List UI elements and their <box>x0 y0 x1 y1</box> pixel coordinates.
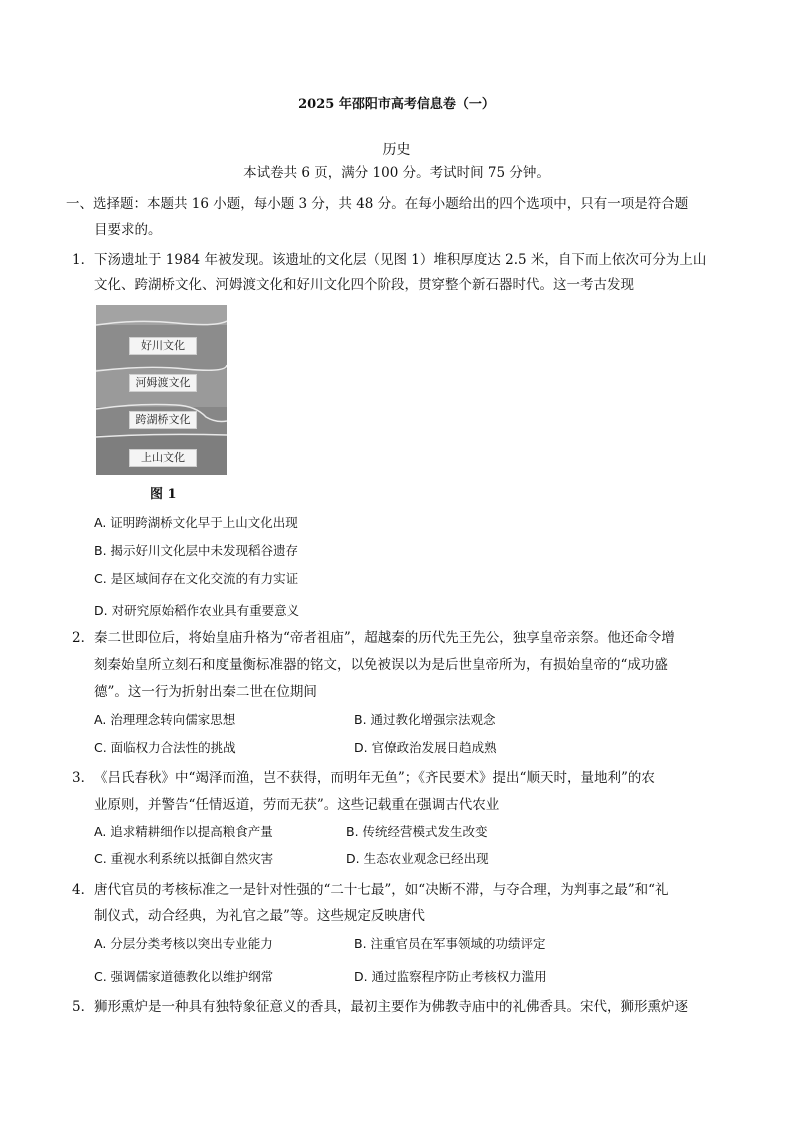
question-5-line1: 狮形熏炉是一种具有独特象征意义的香具，最初主要作为佛教寺庙中的礼佛香具。宋代，狮形熏炉逐 <box>94 999 688 1015</box>
question-1-option-b: B. 揭示好川文化层中未发现稻谷遗存 <box>94 543 299 558</box>
question-3-option-c: C. 重视水利系统以抵御自然灾害 <box>94 851 274 866</box>
question-4-option-b: B. 注重官员在军事领域的功绩评定 <box>354 936 546 951</box>
exam-title: 2025 年邵阳市高考信息卷（一） <box>298 97 495 112</box>
question-3-option-a: A. 追求精耕细作以提高粮食产量 <box>94 824 273 839</box>
question-1-option-c: C. 是区域间存在文化交流的有力实证 <box>94 571 299 586</box>
subject-title: 历史 <box>382 142 411 158</box>
question-2-option-d: D. 官僚政治发展日趋成熟 <box>354 740 497 755</box>
strata-label-kuahuqiao: 跨湖桥文化 <box>129 411 197 429</box>
question-1-line2: 文化、跨湖桥文化、河姆渡文化和好川文化四个阶段，贯穿整个新石器时代。这一考古发现 <box>94 277 634 293</box>
question-3-line1: 《吕氏春秋》中“竭泽而渔，岂不获得，而明年无鱼”；《齐民要术》提出“顺天时，量地利”的农 <box>94 770 655 786</box>
question-1-option-d: D. 对研究原始稻作农业具有重要意义 <box>94 603 300 618</box>
question-4-option-a: A. 分层分类考核以突出专业能力 <box>94 936 273 951</box>
question-4-option-c: C. 强调儒家道德教化以维护纲常 <box>94 969 274 984</box>
question-number: 4． <box>72 882 95 898</box>
question-2-line2: 刻秦始皇所立刻石和度量衡标准器的铭文，以免被误以为是后世皇帝所为，有损始皇帝的“成功盛 <box>94 657 668 673</box>
question-number: 3． <box>72 770 95 786</box>
question-3-option-b: B. 传统经营模式发生改变 <box>346 824 488 839</box>
question-number: 5． <box>72 999 95 1015</box>
question-1-line1: 下汤遗址于 1984 年被发现。该遗址的文化层（见图 1）堆积厚度达 2.5 米，自下而上依次可分为上山 <box>94 252 707 268</box>
strata-label-haochuan: 好川文化 <box>129 337 197 355</box>
strata-label-hemudu: 河姆渡文化 <box>129 374 197 392</box>
question-2-option-b: B. 通过教化增强宗法观念 <box>354 712 496 727</box>
figure-1-strata-photo <box>96 305 227 475</box>
exam-info: 本试卷共 6 页，满分 100 分。考试时间 75 分钟。 <box>243 165 550 181</box>
question-3-option-d: D. 生态农业观念已经出现 <box>346 851 489 866</box>
section-heading-line2: 目要求的。 <box>94 222 162 238</box>
section-heading-line1: 一、选择题：本题共 16 小题，每小题 3 分，共 48 分。在每小题给出的四个选项中，只有一项是符合题 <box>66 196 689 212</box>
question-2-line1: 秦二世即位后，将始皇庙升格为“帝者祖庙”，超越秦的历代先王先公，独享皇帝亲祭。他还命令增 <box>94 630 675 646</box>
figure-1-caption: 图 1 <box>150 487 177 502</box>
question-2-option-a: A. 治理理念转向儒家思想 <box>94 712 236 727</box>
question-2-option-c: C. 面临权力合法性的挑战 <box>94 740 236 755</box>
question-4-line2: 制仪式，动合经典，为礼官之最”等。这些规定反映唐代 <box>94 908 425 924</box>
strata-label-shangshan: 上山文化 <box>129 449 197 467</box>
question-3-line2: 业原则，并警告“任情返道，劳而无获”。这些记载重在强调古代农业 <box>94 797 500 813</box>
question-4-option-d: D. 通过监察程序防止考核权力滥用 <box>354 969 547 984</box>
question-number: 1． <box>72 252 95 268</box>
question-number: 2． <box>72 630 95 646</box>
question-4-line1: 唐代官员的考核标准之一是针对性强的“二十七最”，如“决断不滞，与夺合理，为判事之最”和“礼 <box>94 882 669 898</box>
question-1-option-a: A. 证明跨湖桥文化早于上山文化出现 <box>94 515 298 530</box>
question-2-line3: 德”。这一行为折射出秦二世在位期间 <box>94 684 317 700</box>
